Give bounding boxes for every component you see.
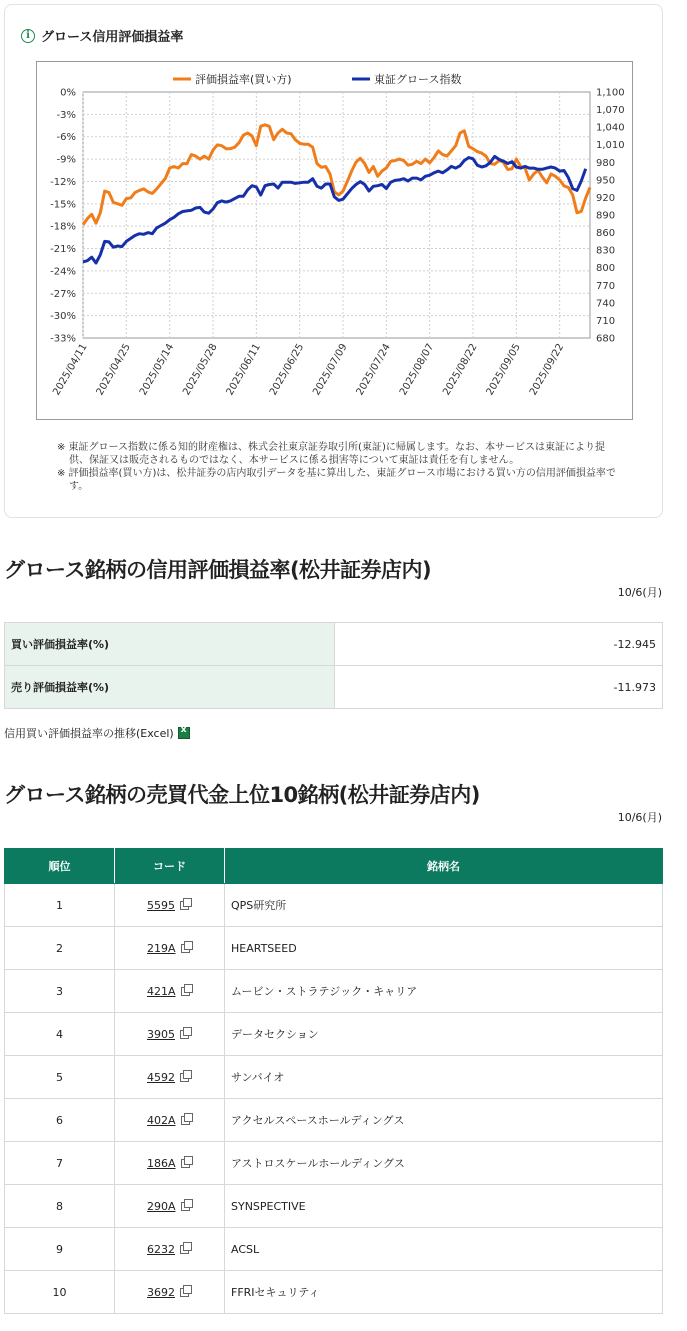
- stock-code-link[interactable]: 402A: [147, 1113, 176, 1127]
- stock-code-link[interactable]: 290A: [147, 1199, 176, 1213]
- stock-name-cell: FFRIセキュリティ: [225, 1271, 663, 1314]
- stock-name-cell: ムービン・ストラテジック・キャリア: [225, 970, 663, 1013]
- stock-name-cell: アストロスケールホールディングス: [225, 1142, 663, 1185]
- x-tick-label: 2025/06/11: [224, 342, 263, 398]
- x-tick-label: 2025/09/05: [484, 342, 523, 398]
- chart-card-title-text: グロース信用評価損益率: [41, 30, 184, 45]
- x-tick-label: 2025/05/14: [137, 342, 177, 398]
- chart-card-title: [21, 26, 183, 45]
- buy-ratio-label: 買い評価損益率(%): [5, 623, 335, 666]
- y-right-tick-label: 1,100: [596, 87, 625, 99]
- copy-icon[interactable]: [180, 1288, 189, 1297]
- table-row: [5, 970, 663, 1013]
- rank-cell: 1: [5, 884, 115, 927]
- stock-name-cell: ACSL: [225, 1228, 663, 1271]
- code-cell: [115, 1228, 225, 1271]
- y-left-tick-label: -27%: [50, 288, 76, 300]
- x-tick-label: 2025/09/22: [527, 342, 567, 398]
- rank-cell: 10: [5, 1271, 115, 1314]
- excel-download-link[interactable]: [4, 725, 190, 741]
- stock-name-cell: サンバイオ: [225, 1056, 663, 1099]
- summary-date: 10/6(月): [617, 586, 662, 599]
- copy-icon[interactable]: [181, 987, 190, 996]
- summary-heading: グロース銘柄の信用評価損益率(松井証券店内): [4, 558, 432, 582]
- x-tick-label: 2025/08/22: [441, 342, 480, 398]
- y-right-tick-label: 710: [596, 315, 616, 327]
- table-row: [5, 1013, 663, 1056]
- code-cell: [115, 1056, 225, 1099]
- table-row: [5, 1228, 663, 1271]
- stock-name-cell: アクセルスペースホールディングス: [225, 1099, 663, 1142]
- y-right-tick-label: 1,070: [596, 105, 625, 117]
- stock-code-link[interactable]: 186A: [147, 1156, 176, 1170]
- code-cell: [115, 1099, 225, 1142]
- copy-icon[interactable]: [181, 1159, 190, 1168]
- x-tick-label: 2025/07/24: [354, 342, 393, 398]
- stock-name-cell: QPS研究所: [225, 884, 663, 927]
- x-tick-label: 2025/07/09: [311, 342, 350, 398]
- x-tick-label: 2025/05/28: [181, 342, 220, 398]
- rank-cell: 8: [5, 1185, 115, 1228]
- y-right-tick-label: 860: [596, 228, 616, 240]
- code-cell: [115, 884, 225, 927]
- ranking-date: 10/6(月): [617, 811, 662, 824]
- plot-area: [83, 92, 590, 338]
- rank-cell: 6: [5, 1099, 115, 1142]
- header-name: 銘柄名: [225, 849, 663, 884]
- code-cell: [115, 1013, 225, 1056]
- ranking-header-row: [5, 849, 663, 884]
- copy-icon[interactable]: [180, 1030, 189, 1039]
- x-tick-label: 2025/08/07: [397, 342, 437, 398]
- y-left-tick-label: -24%: [50, 266, 76, 278]
- sell-ratio-value: -11.973: [335, 666, 663, 709]
- stock-name-cell: データセクション: [225, 1013, 663, 1056]
- header-code: コード: [115, 849, 225, 884]
- chart-frame: [36, 61, 633, 420]
- table-row: [5, 1142, 663, 1185]
- table-row: [5, 1271, 663, 1314]
- copy-icon[interactable]: [180, 1073, 189, 1082]
- y-right-tick-label: 1,010: [596, 140, 625, 152]
- ranking-table: [4, 848, 663, 1314]
- y-right-tick-label: 740: [596, 298, 616, 310]
- chart-notes: [57, 441, 617, 493]
- y-left-tick-label: -6%: [56, 132, 76, 144]
- y-left-tick-label: -21%: [50, 244, 76, 256]
- note-2: ※ 評価損益率(買い方)は、松井証券の店内取引データを基に算出した、東証グロース市場における買い方の信用評価損益率です。: [57, 468, 616, 492]
- excel-icon: [178, 727, 190, 739]
- code-cell: [115, 1142, 225, 1185]
- stock-code-link[interactable]: 4592: [147, 1070, 175, 1084]
- note-1: ※ 東証グロース指数に係る知的財産権は、株式会社東京証券取引所(東証)に帰属します。なお、本サービスは東証により提供、保証又は販売されるものではなく、本サービスに係る損害等について東証は責任を有しません。: [57, 442, 606, 466]
- y-right-tick-label: 890: [596, 210, 616, 222]
- copy-icon[interactable]: [181, 1116, 190, 1125]
- x-tick-label: 2025/04/25: [94, 342, 133, 398]
- y-left-tick-label: -12%: [50, 176, 76, 188]
- y-right-tick-label: 920: [596, 192, 616, 204]
- line-chart: [37, 62, 634, 421]
- y-left-tick-label: -3%: [56, 109, 76, 121]
- y-right-tick-label: 1,040: [596, 122, 625, 134]
- sell-ratio-label: 売り評価損益率(%): [5, 666, 335, 709]
- table-row: [5, 927, 663, 970]
- y-right-tick-label: 950: [596, 175, 616, 187]
- info-icon: i: [21, 29, 35, 43]
- rank-cell: 5: [5, 1056, 115, 1099]
- chart-card: [4, 4, 663, 518]
- code-cell: [115, 927, 225, 970]
- stock-code-link[interactable]: 5595: [147, 898, 175, 912]
- x-tick-label: 2025/06/25: [267, 342, 307, 398]
- stock-code-link[interactable]: 219A: [147, 941, 176, 955]
- stock-code-link[interactable]: 3692: [147, 1285, 175, 1299]
- stock-code-link[interactable]: 421A: [147, 984, 176, 998]
- y-right-tick-label: 830: [596, 245, 616, 257]
- stock-name-cell: HEARTSEED: [225, 927, 663, 970]
- table-row: [5, 1056, 663, 1099]
- y-right-tick-label: 800: [596, 263, 616, 275]
- copy-icon[interactable]: [181, 1202, 190, 1211]
- code-cell: [115, 1271, 225, 1314]
- y-right-tick-label: 680: [596, 333, 616, 345]
- y-right-tick-label: 770: [596, 280, 616, 292]
- rank-cell: 4: [5, 1013, 115, 1056]
- x-tick-label: 2025/04/11: [51, 342, 90, 398]
- header-rank: 順位: [5, 849, 115, 884]
- table-row: [5, 623, 663, 666]
- y-left-tick-label: -33%: [50, 333, 76, 345]
- table-row: [5, 666, 663, 709]
- stock-code-link[interactable]: 3905: [147, 1027, 175, 1041]
- summary-table: [4, 622, 663, 709]
- code-cell: [115, 970, 225, 1013]
- code-cell: [115, 1185, 225, 1228]
- rank-cell: 2: [5, 927, 115, 970]
- y-left-tick-label: 0%: [60, 87, 76, 99]
- table-row: [5, 884, 663, 927]
- copy-icon[interactable]: [181, 944, 190, 953]
- rank-cell: 7: [5, 1142, 115, 1185]
- table-row: [5, 1185, 663, 1228]
- ranking-heading: グロース銘柄の売買代金上位10銘柄(松井証券店内): [4, 783, 480, 807]
- copy-icon[interactable]: [180, 901, 189, 910]
- excel-link-label: 信用買い評価損益率の推移(Excel): [4, 727, 174, 740]
- y-left-tick-label: -9%: [56, 154, 76, 166]
- table-row: [5, 1099, 663, 1142]
- y-left-tick-label: -15%: [50, 199, 76, 211]
- rank-cell: 9: [5, 1228, 115, 1271]
- buy-ratio-value: -12.945: [335, 623, 663, 666]
- stock-code-link[interactable]: 6232: [147, 1242, 175, 1256]
- y-left-tick-label: -30%: [50, 311, 76, 323]
- copy-icon[interactable]: [180, 1245, 189, 1254]
- y-right-tick-label: 980: [596, 157, 616, 169]
- stock-name-cell: SYNSPECTIVE: [225, 1185, 663, 1228]
- y-left-tick-label: -18%: [50, 221, 76, 233]
- legend-label: 評価損益率(買い方): [195, 73, 292, 86]
- legend-label: 東証グロース指数: [374, 73, 462, 86]
- rank-cell: 3: [5, 970, 115, 1013]
